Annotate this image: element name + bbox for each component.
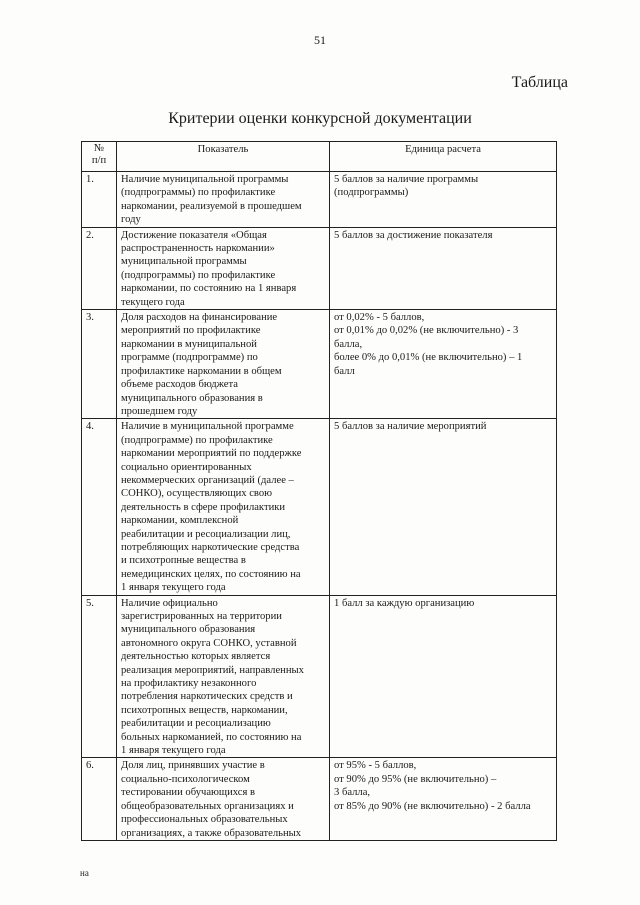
- row-indicator-line: Доля расходов на финансирование: [121, 312, 278, 324]
- row-unit-line: от 95% - 5 баллов,: [334, 760, 417, 772]
- table-row: [82, 595, 557, 758]
- row-unit-line: 5 баллов за достижение показателя: [334, 229, 493, 241]
- row-indicator-line: (подпрограмме) по профилактике: [121, 434, 273, 446]
- row-indicator-line: наркомании, комплексной: [121, 515, 239, 527]
- row-indicator-line: муниципального образования: [121, 624, 256, 636]
- row-unit: [330, 310, 557, 419]
- table-label: Таблица: [511, 74, 568, 91]
- row-indicator-line: тестировании обучающихся в: [121, 787, 255, 799]
- row-indicator-line: некоммерческих организаций (далее –: [121, 474, 294, 486]
- table-header-row: [82, 142, 557, 172]
- row-indicator-line: реабилитации и ресоциализацию: [121, 718, 271, 730]
- row-number: 2.: [82, 227, 117, 309]
- row-indicator-line: мероприятий по профилактике: [121, 325, 261, 337]
- row-indicator-line: объеме расходов бюджета: [121, 379, 238, 391]
- row-unit-line: от 0,02% - 5 баллов,: [334, 312, 425, 324]
- row-indicator-line: 1 января текущего года: [121, 582, 226, 594]
- row-unit: [330, 758, 557, 840]
- table-row: [82, 227, 557, 309]
- row-unit-line: от 85% до 90% (не включительно) - 2 балла: [334, 800, 531, 812]
- row-indicator-line: и психотропные вещества в: [121, 555, 246, 567]
- row-indicator-line: муниципальной программы: [121, 256, 247, 268]
- row-indicator-line: СОНКО), осуществляющих свою: [121, 488, 273, 500]
- row-indicator-line: потребляющих наркотические средства: [121, 541, 300, 553]
- row-indicator-line: общеобразовательных организациях и: [121, 800, 294, 812]
- row-indicator: [117, 310, 330, 419]
- row-indicator-line: социально-психологическом: [121, 773, 250, 785]
- row-indicator-line: Достижение показателя «Общая: [121, 229, 267, 241]
- row-unit-line: 3 балла,: [334, 787, 371, 799]
- row-number: 1.: [82, 172, 117, 228]
- row-indicator-line: организациях, а также образовательных: [121, 827, 302, 839]
- row-indicator-line: потребления наркотических средств и: [121, 691, 293, 703]
- document-title: Критерии оценки конкурсной документации: [168, 110, 472, 127]
- row-indicator-line: наркомании в муниципальной: [121, 338, 257, 350]
- table-row: [82, 310, 557, 419]
- page-number: 51: [314, 33, 326, 47]
- row-indicator-line: Доля лиц, принявших участие в: [121, 760, 265, 772]
- row-indicator: [117, 227, 330, 309]
- header-indicator: Показатель: [117, 142, 330, 172]
- row-number: 3.: [82, 310, 117, 419]
- row-indicator: [117, 758, 330, 840]
- table-row: [82, 758, 557, 840]
- row-indicator-line: Наличие в муниципальной программе: [121, 421, 294, 433]
- row-indicator-line: наркомании мероприятий по поддержке: [121, 448, 302, 460]
- row-unit-line: более 0% до 0,01% (не включительно) – 1: [334, 352, 523, 364]
- row-number: 6.: [82, 758, 117, 840]
- header-number: [82, 142, 117, 172]
- row-indicator-line: профилактике наркомании в общем: [121, 365, 282, 377]
- row-indicator-line: наркомании, реализуемой в прошедшем: [121, 200, 302, 212]
- row-indicator-line: прошедшем году: [121, 405, 198, 417]
- row-indicator-line: деятельность в сфере профилактики: [121, 501, 286, 513]
- row-unit-line: (подпрограммы): [334, 187, 409, 199]
- row-indicator-line: программе (подпрограмме) по: [121, 352, 258, 364]
- row-indicator-line: муниципального образования в: [121, 392, 263, 404]
- row-indicator-line: реализация мероприятий, направленных: [121, 664, 304, 676]
- row-indicator-line: распространенность наркомании»: [121, 243, 275, 255]
- row-indicator: [117, 419, 330, 595]
- row-indicator-line: психотропных веществ, наркомании,: [121, 704, 288, 716]
- row-unit-line: 5 баллов за наличие программы: [334, 174, 479, 185]
- row-unit: [330, 172, 557, 228]
- row-indicator: [117, 172, 330, 228]
- row-indicator: [117, 595, 330, 758]
- row-indicator-line: реабилитации и ресоциализации лиц,: [121, 528, 291, 540]
- row-indicator-line: году: [121, 214, 141, 226]
- row-unit-line: балла,: [334, 338, 363, 350]
- row-unit: [330, 595, 557, 758]
- table-row: [82, 172, 557, 228]
- row-indicator-line: (подпрограммы) по профилактике: [121, 187, 276, 199]
- row-indicator-line: наркомании, по состоянию на 1 января: [121, 283, 297, 295]
- row-indicator-line: текущего года: [121, 296, 185, 308]
- row-indicator-line: автономного округа СОНКО, уставной: [121, 637, 297, 649]
- row-indicator-line: социально ориентированных: [121, 461, 252, 473]
- header-number-line2: п/п: [91, 155, 107, 166]
- row-number: 5.: [82, 595, 117, 758]
- row-indicator-line: зарегистрированных на территории: [121, 611, 282, 622]
- row-indicator-line: немедицинских целях, по состоянию на: [121, 568, 301, 580]
- row-indicator-line: 1 января текущего года: [121, 745, 226, 757]
- row-unit-line: от 0,01% до 0,02% (не включительно) - 3: [334, 325, 519, 337]
- row-indicator-line: профессиональных образовательных: [121, 814, 288, 826]
- footer-word: на: [80, 868, 89, 878]
- row-indicator-line: Наличие официально: [121, 597, 218, 609]
- row-unit: [330, 227, 557, 309]
- row-indicator-line: Наличие муниципальной программы: [121, 174, 289, 185]
- table-row: [82, 419, 557, 595]
- row-unit-line: от 90% до 95% (не включительно) –: [334, 773, 497, 785]
- header-number-line1: №: [93, 143, 105, 154]
- row-unit-line: балл: [334, 365, 355, 377]
- row-indicator-line: на профилактику незаконного: [121, 678, 257, 690]
- table-body: [82, 172, 557, 841]
- row-unit-line: 5 баллов за наличие мероприятий: [334, 421, 487, 433]
- row-indicator-line: (подпрограммы) по профилактике: [121, 269, 276, 281]
- row-unit: [330, 419, 557, 595]
- criteria-table: [81, 141, 557, 841]
- row-unit-line: 1 балл за каждую организацию: [334, 597, 475, 609]
- header-unit: Единица расчета: [330, 142, 557, 172]
- row-indicator-line: деятельностью которых является: [121, 651, 271, 663]
- row-indicator-line: больных наркоманией, по состоянию на: [121, 731, 302, 743]
- row-number: 4.: [82, 419, 117, 595]
